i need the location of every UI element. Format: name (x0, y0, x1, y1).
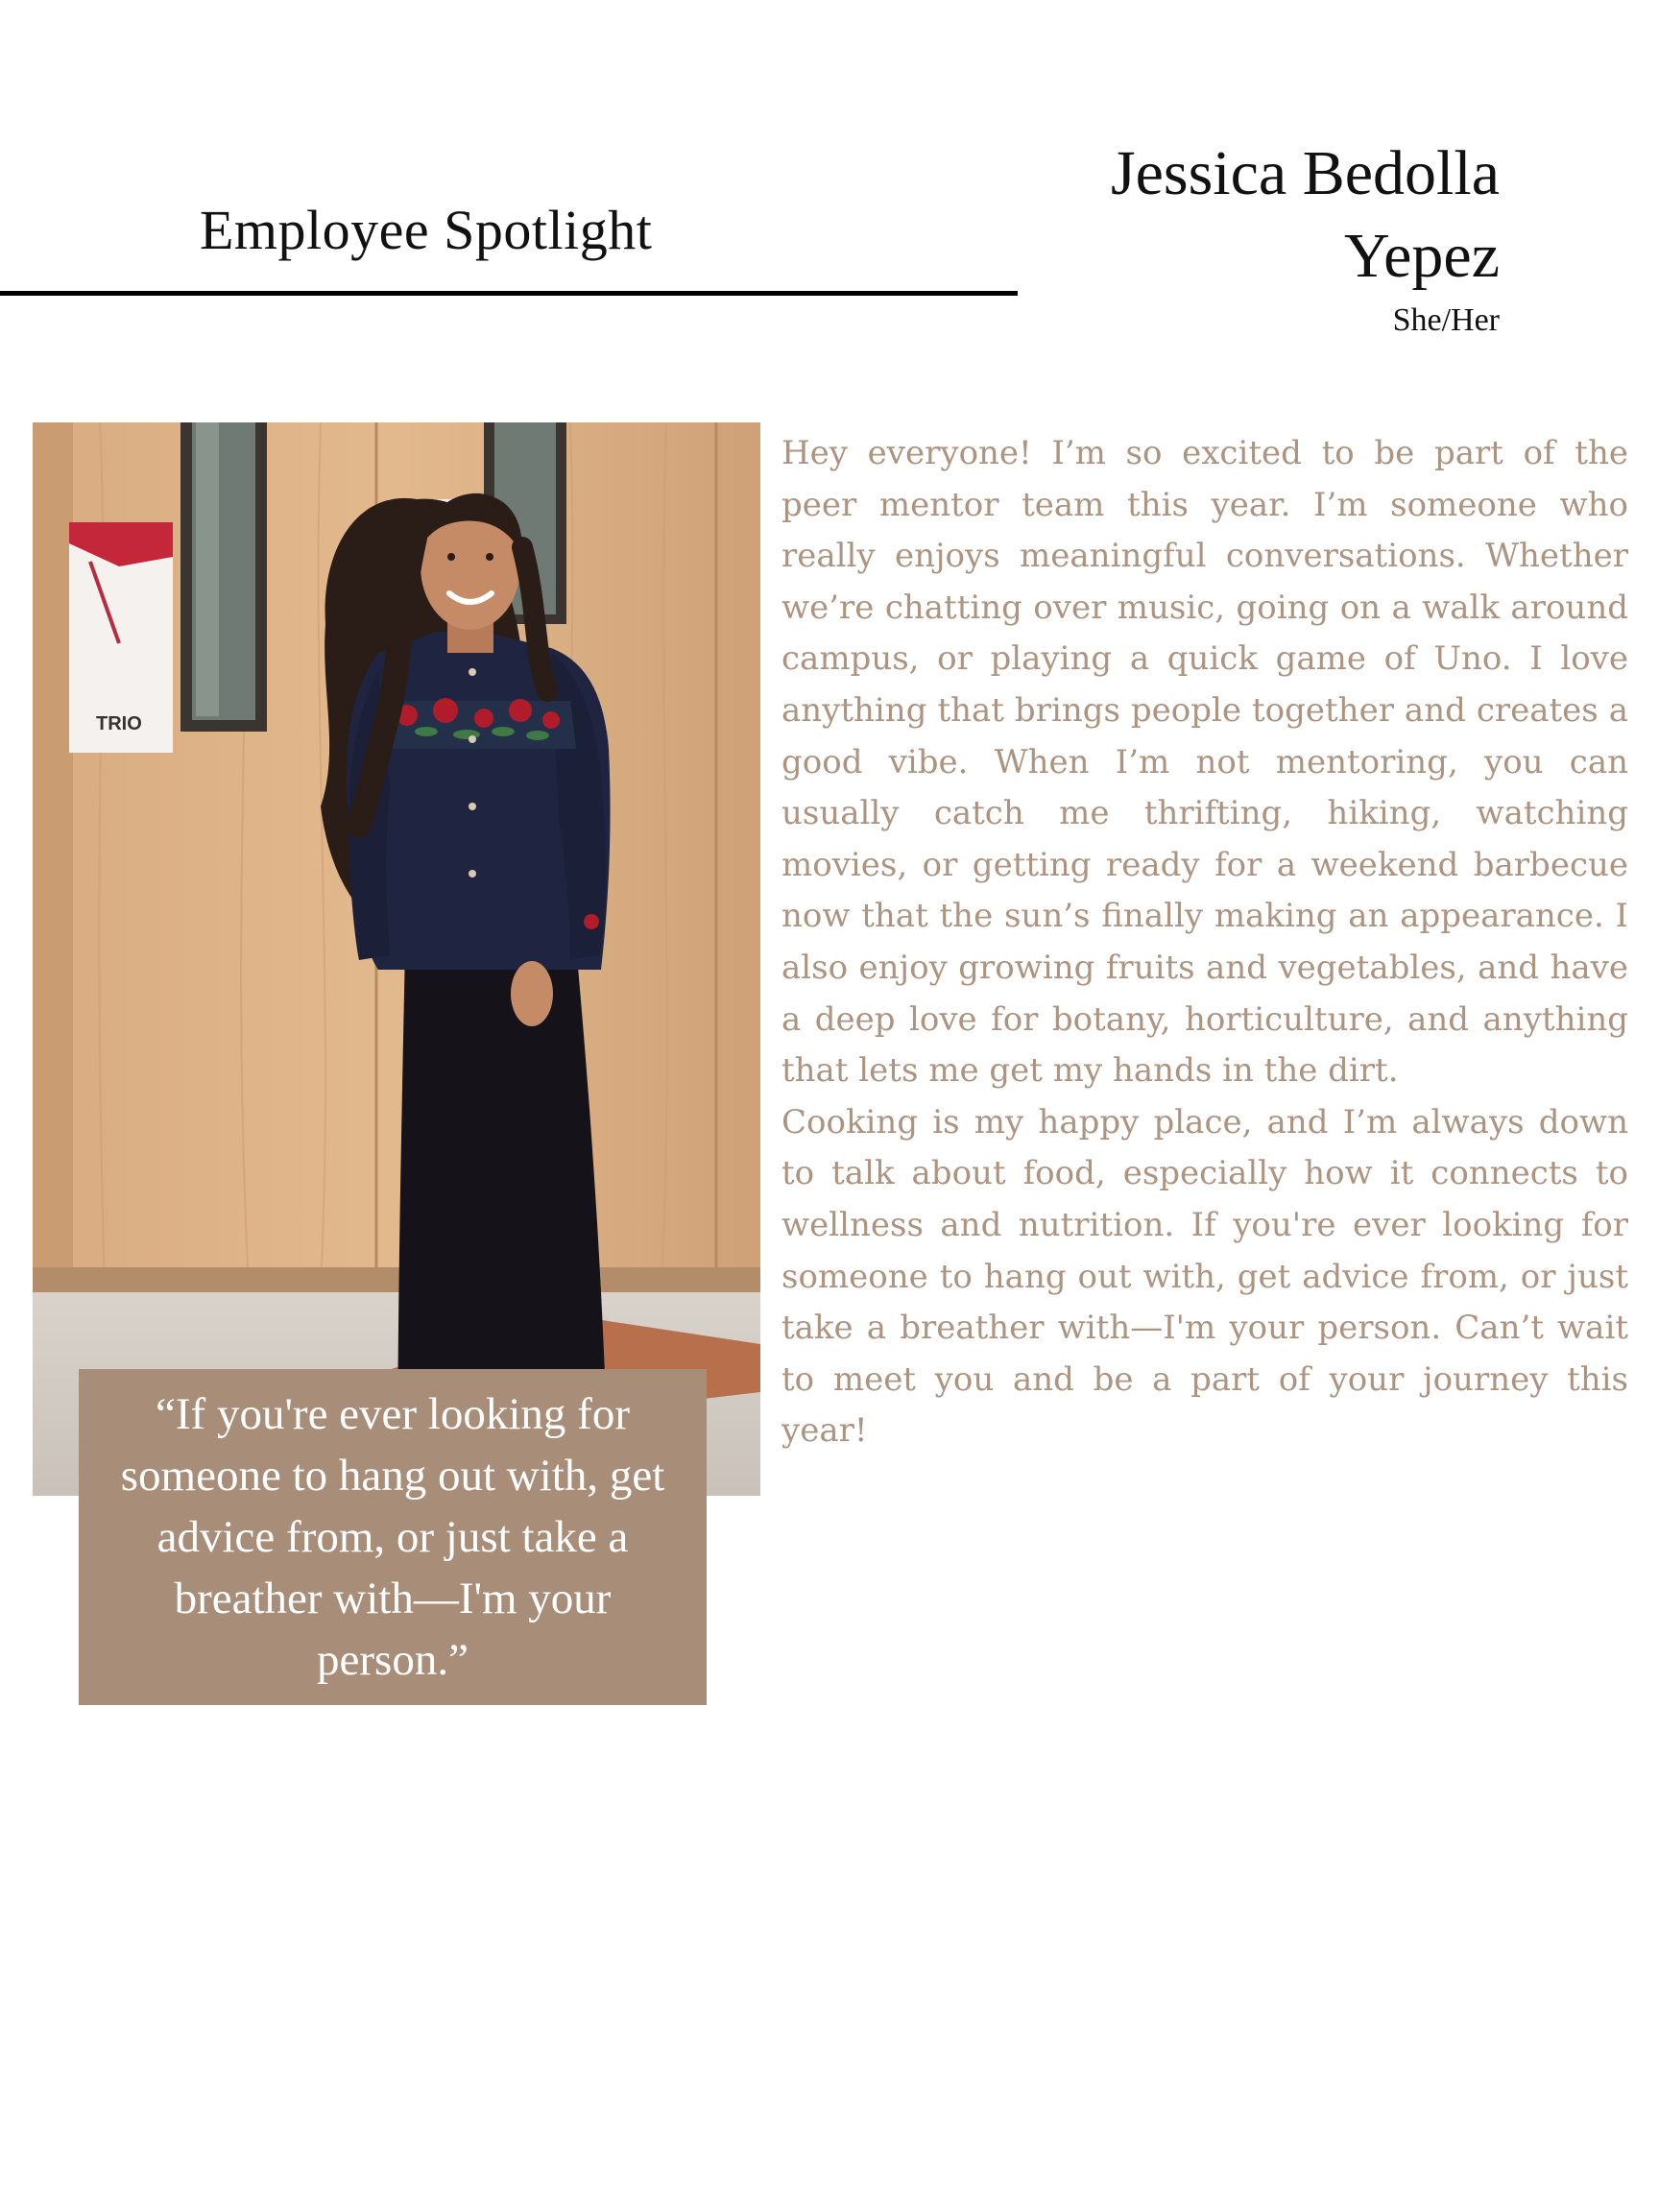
employee-pronouns: She/Her (1392, 302, 1500, 338)
employee-name-line-1: Jessica Bedolla (1110, 138, 1500, 208)
employee-photo (33, 422, 760, 1496)
bio-paragraph-1: Hey everyone! I’m so excited to be part of the peer mentor team this year. I’m someone who really enjoys meaningful conversations. Whether we’re chatting over music, going on a walk around campus, or playing a quick game of Uno. I love anything that brings people together and creates a good vibe. When I’m not mentoring, you can usually catch me thrifting, hiking, watching movies, or getting ready for a weekend barbecue now that the sun’s finally making an appearance. I also enjoy growing fruits and vegetables, and have a deep love for botany, horticulture, and anything that lets me get my hands in the dirt. (781, 434, 1628, 1091)
bio-text (781, 428, 1628, 1457)
name-block (1111, 132, 1500, 340)
bio-paragraph-2: Cooking is my happy place, and I’m always down to talk about food, especially how it connects to wellness and nutrition. If you're ever looking for someone to hang out with, get advice from, or just take a breather with—I'm your person. Can’t wait to meet you and be a part of your journey this year! (781, 1102, 1628, 1451)
pull-quote-text: “If you're ever looking for someone to hang out with, get advice from, or just take a breather with—I'm your person.” (120, 1389, 665, 1685)
pull-quote-box (79, 1369, 707, 1705)
employee-name-line-2: Yepez (1344, 221, 1500, 291)
section-title: Employee Spotlight (200, 199, 653, 261)
poster-logo: TRIO (96, 713, 142, 734)
title-underline (0, 291, 1018, 296)
